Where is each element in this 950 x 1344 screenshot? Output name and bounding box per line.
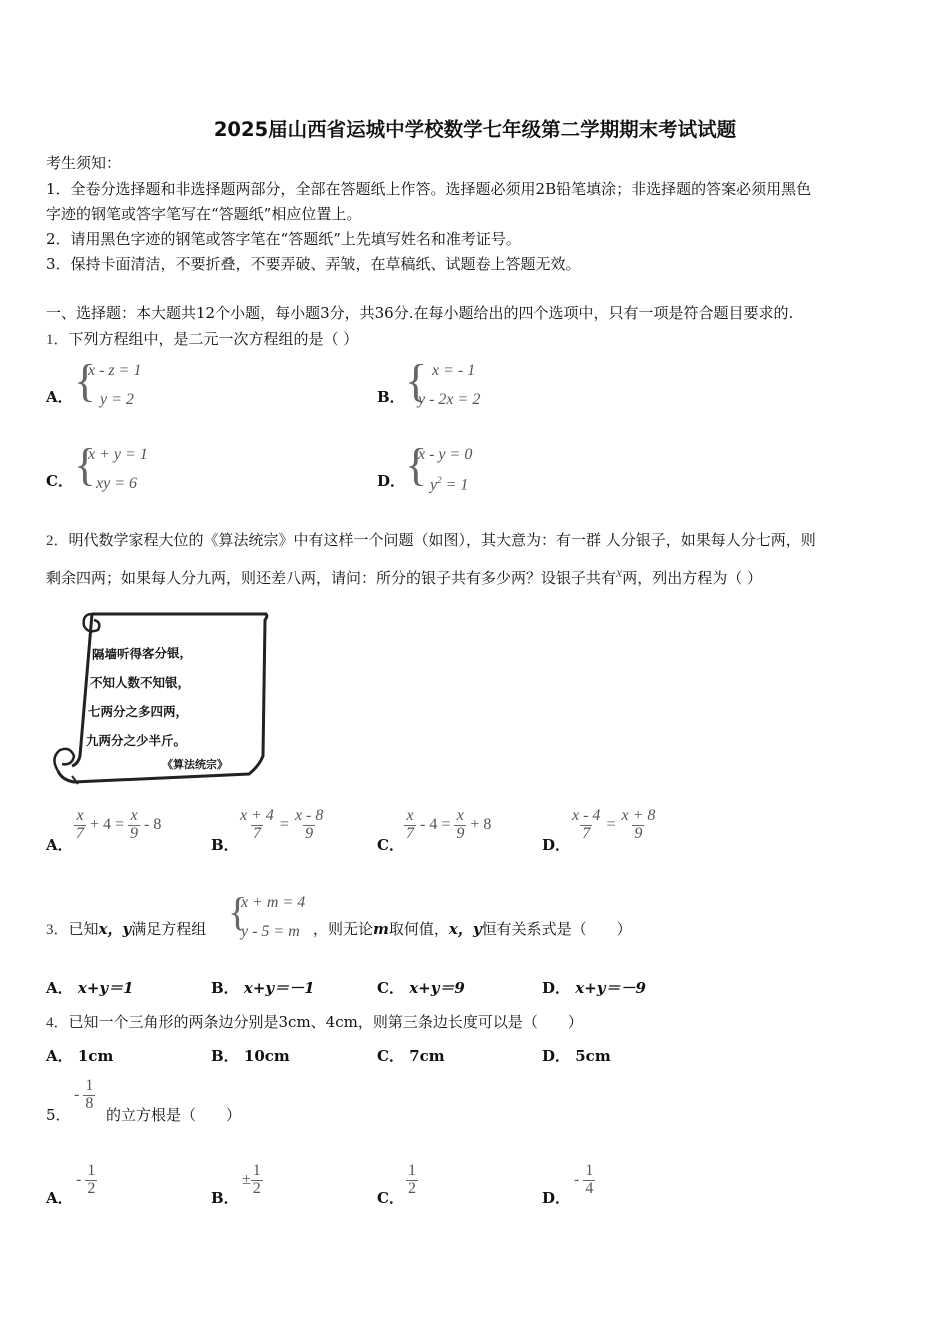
brace: { (405, 355, 428, 406)
q1-option-c-eq1: x + y = 1 (88, 446, 148, 463)
section-heading: 一、选择题：本大题共12个小题，每小题3分，共36分.在每小题给出的四个选项中，只有一项是符合题目要求的. (46, 304, 794, 322)
q3-option-c: C． x+y＝9 (377, 979, 465, 997)
question-number: 2． (46, 533, 69, 549)
q4-option-a: A． 1cm (46, 1047, 114, 1065)
q1-option-b-eq2: y - 2x = 2 (418, 391, 481, 408)
page-title: 2025届山西省运城中学校数学七年级第二学期期末考试试题 (213, 118, 737, 141)
q4-option-d: D． 5cm (542, 1047, 611, 1065)
notice-line-1a: 1．全卷分选择题和非选择题两部分，全部在答题纸上作答。选择题必须用2B铅笔填涂；非选择题的答案必须用黑色 (46, 180, 812, 198)
scroll-text-4: 九两分之少半斤。 (86, 733, 187, 748)
question-number: 1． (46, 332, 69, 348)
question-3-stem-a: 3．已知x，y满足方程组 (46, 920, 207, 938)
scroll-text-1: 隔墙听得客分银， (92, 645, 193, 662)
q1-option-b-label: B． (377, 388, 405, 406)
question-5-stem: 的立方根是（ ） (106, 1106, 242, 1124)
suanfa-tongzong-scroll-image (44, 606, 270, 788)
scroll-text-2: 不知人数不知银， (90, 675, 191, 690)
q1-option-a-label: A． (46, 388, 73, 406)
q1-option-a-eq2: y = 2 (100, 391, 134, 408)
q1-option-d-eq2: $y^2 = 1$ (430, 475, 469, 494)
notice-line-2: 2．请用黑色字迹的钢笔或答字笔在“答题纸”上先填写姓名和准考证号。 (46, 230, 521, 248)
q5-option-d-expr: - $\frac{1}{4}$ (574, 1162, 594, 1197)
question-5-number: 5． (46, 1106, 71, 1124)
q2-option-b-expr: $\frac{x + 4}{7}$ = $\frac{x - 8}{9}$ (240, 807, 324, 842)
q3-option-b: B． x+y＝－1 (211, 979, 315, 997)
q2-option-a-expr: $\frac{x}{7}$ + 4 = $\frac{x}{9}$ - 8 (76, 807, 162, 842)
brace: { (228, 889, 248, 934)
q3-option-a: A． x+y＝1 (46, 979, 134, 997)
question-2-line1: 2．明代数学家程大位的《算法统宗》中有这样一个问题（如图），其大意为：有一群 人分银子，如果每人分七两，则 (46, 531, 816, 549)
q2-option-d-expr: $\frac{x - 4}{7}$ = $\frac{x + 8}{9}$ (572, 807, 656, 842)
brace: { (405, 439, 428, 490)
question-stem: 下列方程组中，是二元一次方程组的是（ ） (68, 330, 359, 348)
question-5-expr: - $\frac{1}{8}$ (74, 1077, 94, 1112)
q1-option-b-eq1: x = - 1 (432, 362, 476, 379)
q4-option-c: C． 7cm (377, 1047, 445, 1065)
scroll-text-3: 七两分之多四两， (88, 704, 189, 719)
question-4: 4．已知一个三角形的两条边分别是3cm、4cm，则第三条边长度可以是（ ） (46, 1013, 583, 1031)
q3-option-d: D． x+y＝－9 (542, 979, 646, 997)
q2-option-d-label: D． (542, 836, 571, 854)
q5-option-c-label: C． (377, 1189, 404, 1207)
q5-option-a-expr: - $\frac{1}{2}$ (76, 1162, 96, 1197)
q4-option-b: B． 10cm (211, 1047, 290, 1065)
q1-option-d-label: D． (377, 472, 406, 490)
q1-option-a-eq1: x - z = 1 (88, 362, 142, 379)
q1-option-c-label: C． (46, 472, 73, 490)
q1-option-d-eq1: x - y = 0 (418, 446, 473, 463)
scroll-text-source: 《算法统宗》 (162, 758, 228, 771)
q5-option-a-label: A． (46, 1189, 73, 1207)
q2-option-b-label: B． (211, 836, 239, 854)
notice-line-1b: 字迹的钢笔或答字笔写在“答题纸”相应位置上。 (46, 205, 362, 223)
notice-heading: 考生须知： (46, 154, 122, 172)
q3-system-eq1: x + m = 4 (241, 894, 306, 911)
brace: { (74, 439, 97, 490)
q5-option-d-label: D． (542, 1189, 571, 1207)
brace: { (74, 355, 97, 406)
question-2-line2: 剩余四两；如果每人分九两，则还差八两，请问：所分的银子共有多少两？设银子共有x两，列出方程为（ ） (46, 566, 763, 587)
q2-option-c-expr: $\frac{x}{7}$ - 4 = $\frac{x}{9}$ + 8 (406, 807, 492, 842)
question-3-stem-b: ，则无论m取何值，x，y恒有关系式是（ ） (313, 920, 632, 938)
q5-option-c-expr: $\frac{1}{2}$ (408, 1162, 416, 1197)
question-1 (46, 328, 358, 349)
q2-option-a-label: A． (46, 836, 73, 854)
q3-system-eq2: y - 5 = m (241, 923, 300, 940)
q2-option-c-label: C． (377, 836, 404, 854)
q5-option-b-expr: ± $\frac{1}{2}$ (242, 1162, 261, 1197)
notice-line-3: 3．保持卡面清洁，不要折叠，不要弄破、弄皱，在草稿纸、试题卷上答题无效。 (46, 255, 581, 273)
q5-option-b-label: B． (211, 1189, 239, 1207)
q1-option-c-eq2: xy = 6 (96, 475, 137, 492)
